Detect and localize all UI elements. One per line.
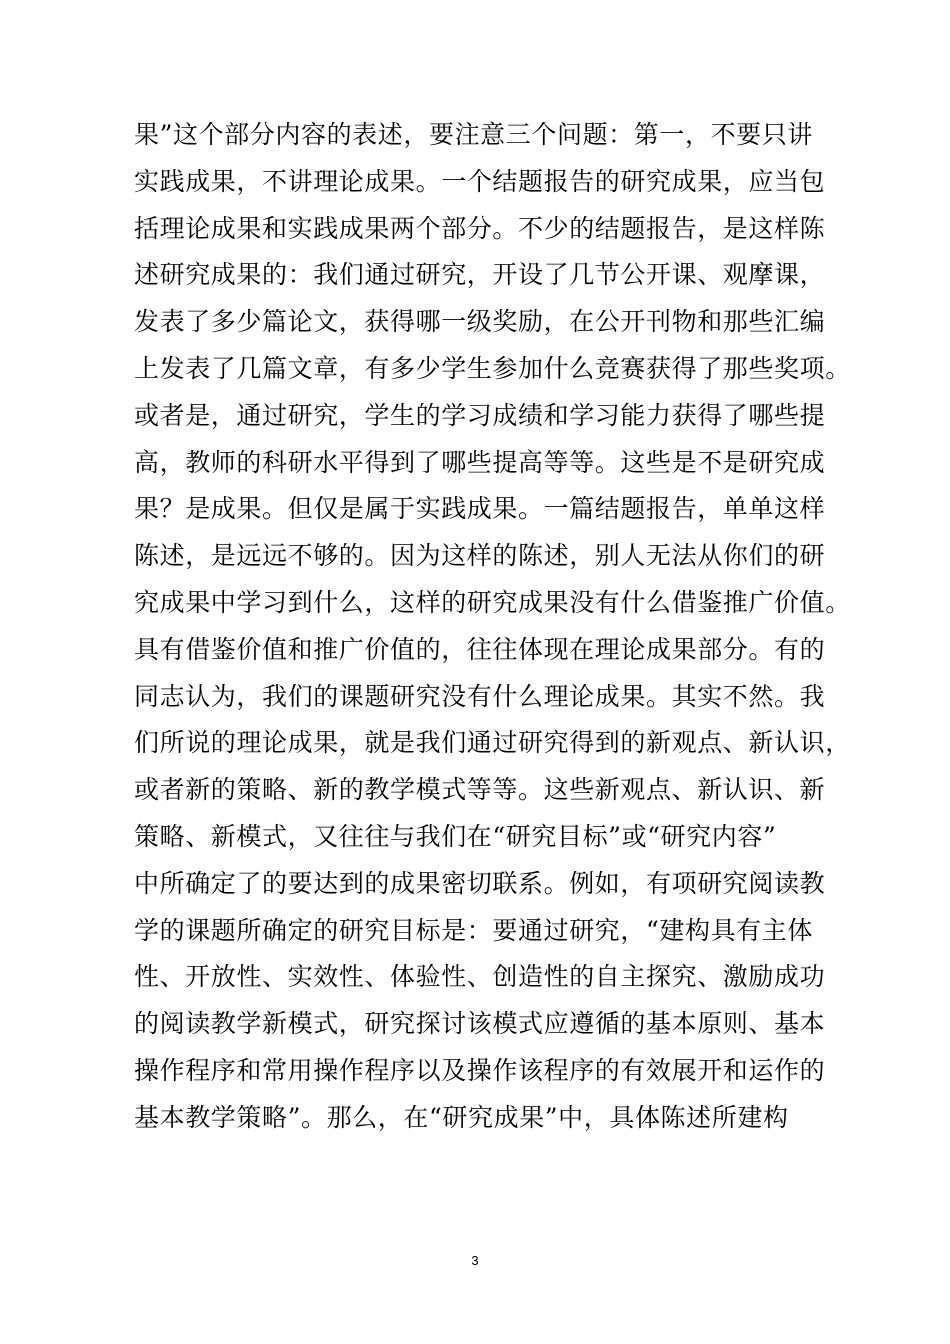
text-line: 究成果中学习到什么，这样的研究成果没有什么借鉴推广价值。 (134, 587, 851, 617)
text-line: 或者新的策略、新的教学模式等等。这些新观点、新认识、新 (134, 775, 826, 805)
body-text (134, 112, 851, 1142)
text-line: 上发表了几篇文章，有多少学生参加什么竞赛获得了那些奖项。 (134, 353, 851, 383)
text-line: 或者是，通过研究，学生的学习成绩和学习能力获得了哪些提 (134, 400, 826, 430)
text-line: 操作程序和常用操作程序以及操作该程序的有效展开和运作的 (134, 1055, 826, 1085)
text-line: 发表了多少篇论文，获得哪一级奖励，在公开刊物和那些汇编 (134, 307, 826, 337)
text-line: 实践成果，不讲理论成果。一个结题报告的研究成果，应当包 (134, 166, 826, 196)
text-line: 果”这个部分内容的表述，要注意三个问题：第一，不要只讲 (134, 120, 813, 149)
text-line: 陈述，是远远不够的。因为这样的陈述，别人无法从你们的研 (134, 541, 826, 571)
page-number: 3 (471, 1253, 479, 1268)
text-line: 基本教学策略”。那么，在“研究成果”中，具体陈述所建构 (134, 1102, 789, 1132)
text-line: 策略、新模式，又往往与我们在“研究目标”或“研究内容” (134, 821, 777, 851)
text-line: 性、开放性、实效性、体验性、创造性的自主探究、激励成功 (134, 962, 826, 992)
text-line: 括理论成果和实践成果两个部分。不少的结题报告，是这样陈 (134, 213, 826, 243)
text-line: 的阅读教学新模式，研究探讨该模式应遵循的基本原则、基本 (134, 1009, 826, 1039)
text-line: 学的课题所确定的研究目标是：要通过研究，“建构具有主体 (134, 915, 813, 945)
text-line: 同志认为，我们的课题研究没有什么理论成果。其实不然。我 (134, 681, 826, 711)
text-line: 果？是成果。但仅是属于实践成果。一篇结题报告，单单这样 (134, 494, 826, 524)
text-line: 中所确定了的要达到的成果密切联系。例如，有项研究阅读教 (134, 868, 826, 898)
text-line: 们所说的理论成果，就是我们通过研究得到的新观点、新认识， (134, 728, 851, 758)
text-line: 高，教师的科研水平得到了哪些提高等等。这些是不是研究成 (134, 447, 826, 477)
text-line: 述研究成果的：我们通过研究，开设了几节公开课、观摩课， (134, 260, 826, 290)
text-line: 具有借鉴价值和推广价值的，往往体现在理论成果部分。有的 (134, 634, 826, 664)
